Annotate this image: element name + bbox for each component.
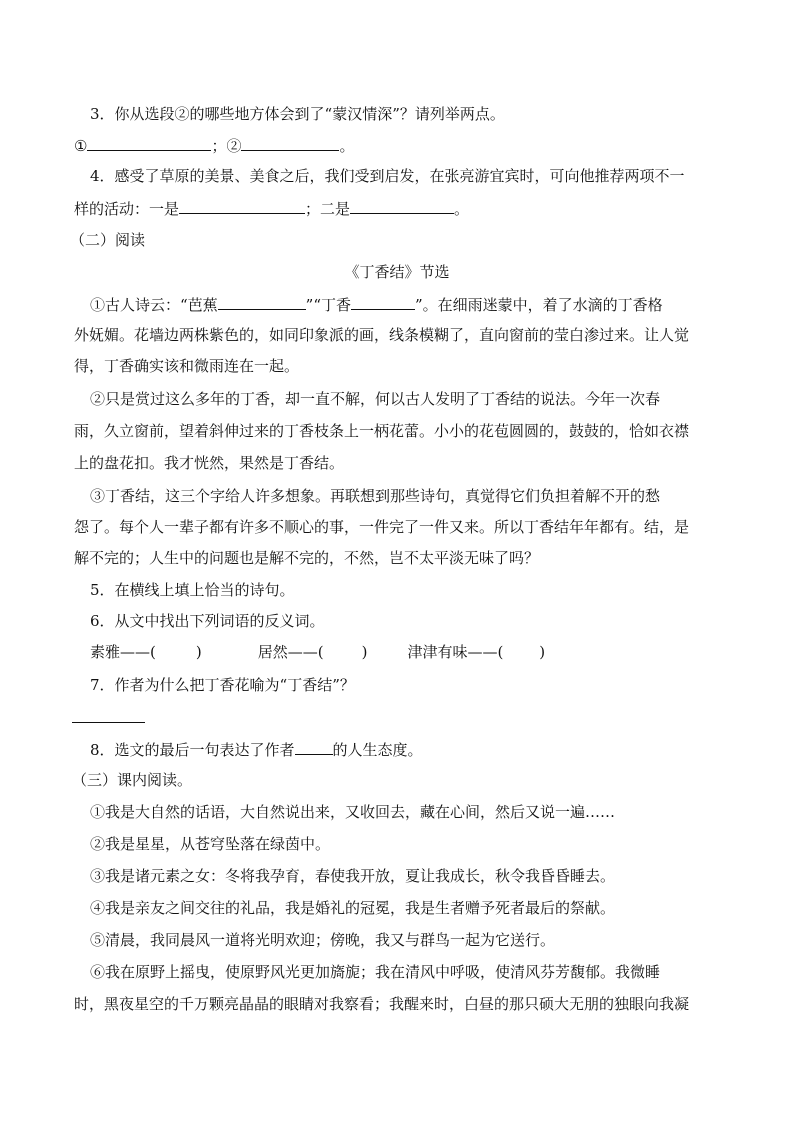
s3-line-4 [90,898,615,918]
p3-line-3-text: 解不完的；人生中的问题也是解不完的，不然，岂不太平淡无味了吗？ [74,549,540,567]
section-2-heading [70,230,145,250]
question-3-answer-line [74,135,354,156]
question-5 [90,580,295,600]
activity-blank-1[interactable] [179,198,305,214]
paragraph-1-line-1 [90,294,663,315]
question-7-answer-blank[interactable] [72,722,145,723]
passage-title-text: 《丁香结》节选 [344,263,450,281]
question-8-text-a: 8．选文的最后一句表达了作者 [90,741,295,759]
antonym-item-3-label: 津津有味——( [407,643,504,661]
activity-blank-2[interactable] [350,198,454,214]
p2-line-1-text: ②只是赏过这么多年的丁香，却一直不解，何以古人发明了丁香结的说法。今年一次春 [90,390,661,408]
antonym-item-1-close: ) [195,643,202,661]
question-6-text: 6．从文中找出下列词语的反义词。 [90,612,325,630]
paragraph-1-line-2 [74,325,689,345]
section-2-heading-text: （二）阅读 [70,231,146,249]
question-6-items [90,642,545,662]
question-4-text-2: 样的活动：一是 [74,200,180,218]
p3-line-2-text: 怨了。每个人一辈子都有许多不顺心的事，一件完了一件又来。所以丁香结年年都有。结，是 [74,518,690,536]
paragraph-3-line-2 [74,517,689,537]
s3-line-5 [90,930,555,950]
p1-line-3-text: 得，丁香确实该和微雨连在一起。 [74,357,300,375]
paragraph-2-line-1 [90,389,660,409]
answer-blank-2[interactable] [241,135,339,151]
antonym-item-2-label: 居然——( [257,643,324,661]
s3-line-6-text: ⑥我在原野上摇曳，使原野风光更加旖旎；我在清风中呼吸，使清风芬芳馥郁。我微睡 [90,963,661,981]
attitude-blank[interactable] [295,739,333,755]
p1-text-c: ”。在细雨迷蒙中，着了水滴的丁香格 [415,296,663,314]
paragraph-2-line-2 [74,421,689,441]
question-3 [90,104,505,124]
question-4-text: 4．感受了草原的美景、美食之后，我们受到启发，在张亮游宜宾时，可向他推荐两项不一 [90,167,685,185]
section-3-heading-text: （三）课内阅读。 [72,771,193,789]
question-8 [90,739,423,760]
s3-line-2 [90,834,330,854]
question-7-text: 7．作者为什么把丁香花喻为“丁香结”？ [90,676,355,694]
question-3-text: 3．你从选段②的哪些地方体会到了“蒙汉情深”？请列举两点。 [90,105,505,123]
paragraph-2-line-3 [74,453,344,473]
s3-line-1-text: ①我是大自然的话语，大自然说出来，又收回去，藏在心间，然后又说一遍…… [90,803,616,821]
paragraph-3-line-3 [74,548,539,568]
question-6 [90,611,325,631]
antonym-item-2-close: ) [361,643,368,661]
question-4-line-2 [74,198,469,219]
s3-line-1 [90,802,615,822]
p1-text-a: ①古人诗云：“芭蕉 [90,296,218,314]
question-5-text: 5．在横线上填上恰当的诗句。 [90,581,295,599]
s3-line-7-text: 时，黑夜星空的千万颗亮晶晶的眼睛对我察看；我醒来时，白昼的那只硕大无朋的独眼向我凝 [74,995,690,1013]
passage-title [0,262,794,282]
answer-marker-1: ① [74,137,88,155]
paragraph-3-line-1 [90,486,660,506]
question-4-end: 。 [454,200,470,218]
question-4-line-1 [90,166,685,186]
s3-line-4-text: ④我是亲友之间交往的礼品，我是婚礼的冠冕，我是生者赠予死者最后的祭献。 [90,899,616,917]
s3-line-3 [90,866,615,886]
question-4-separator: ；二是 [305,200,351,218]
s3-line-5-text: ⑤清晨，我同晨风一道将光明欢迎；傍晚，我又与群鸟一起为它送行。 [90,931,556,949]
answer-blank-1[interactable] [87,135,211,151]
s3-line-7 [74,994,689,1014]
antonym-item-3-close: ) [539,643,546,661]
s3-line-6 [90,962,660,982]
section-3-heading [72,770,192,790]
p3-line-1-text: ③丁香结，这三个字给人许多想象。再联想到那些诗句，真觉得它们负担着解不开的愁 [90,487,661,505]
poem-blank-1[interactable] [218,294,306,310]
p2-line-2-text: 雨，久立窗前，望着斜伸过来的丁香枝条上一柄花蕾。小小的花苞圆圆的，鼓鼓的，恰如衣襟 [74,422,690,440]
paragraph-1-line-3 [74,356,299,376]
s3-line-2-text: ②我是星星，从苍穹坠落在绿茵中。 [90,835,331,853]
answer-end: 。 [339,137,355,155]
question-7 [90,675,355,695]
antonym-item-1-label: 素雅——( [90,643,156,661]
question-8-text-b: 的人生态度。 [332,741,423,759]
poem-blank-2[interactable] [351,294,415,310]
s3-line-3-text: ③我是诸元素之女：冬将我孕育，春使我开放，夏让我成长，秋令我昏昏睡去。 [90,867,616,885]
answer-separator: ；② [211,137,242,155]
p2-line-3-text: 上的盘花扣。我才恍然，果然是丁香结。 [74,454,345,472]
p1-text-b: ”“丁香 [305,296,352,314]
p1-line-2-text: 外妩媚。花墙边两株紫色的，如同印象派的画，线条模糊了，直向窗前的莹白渗过来。让人觉 [74,326,690,344]
